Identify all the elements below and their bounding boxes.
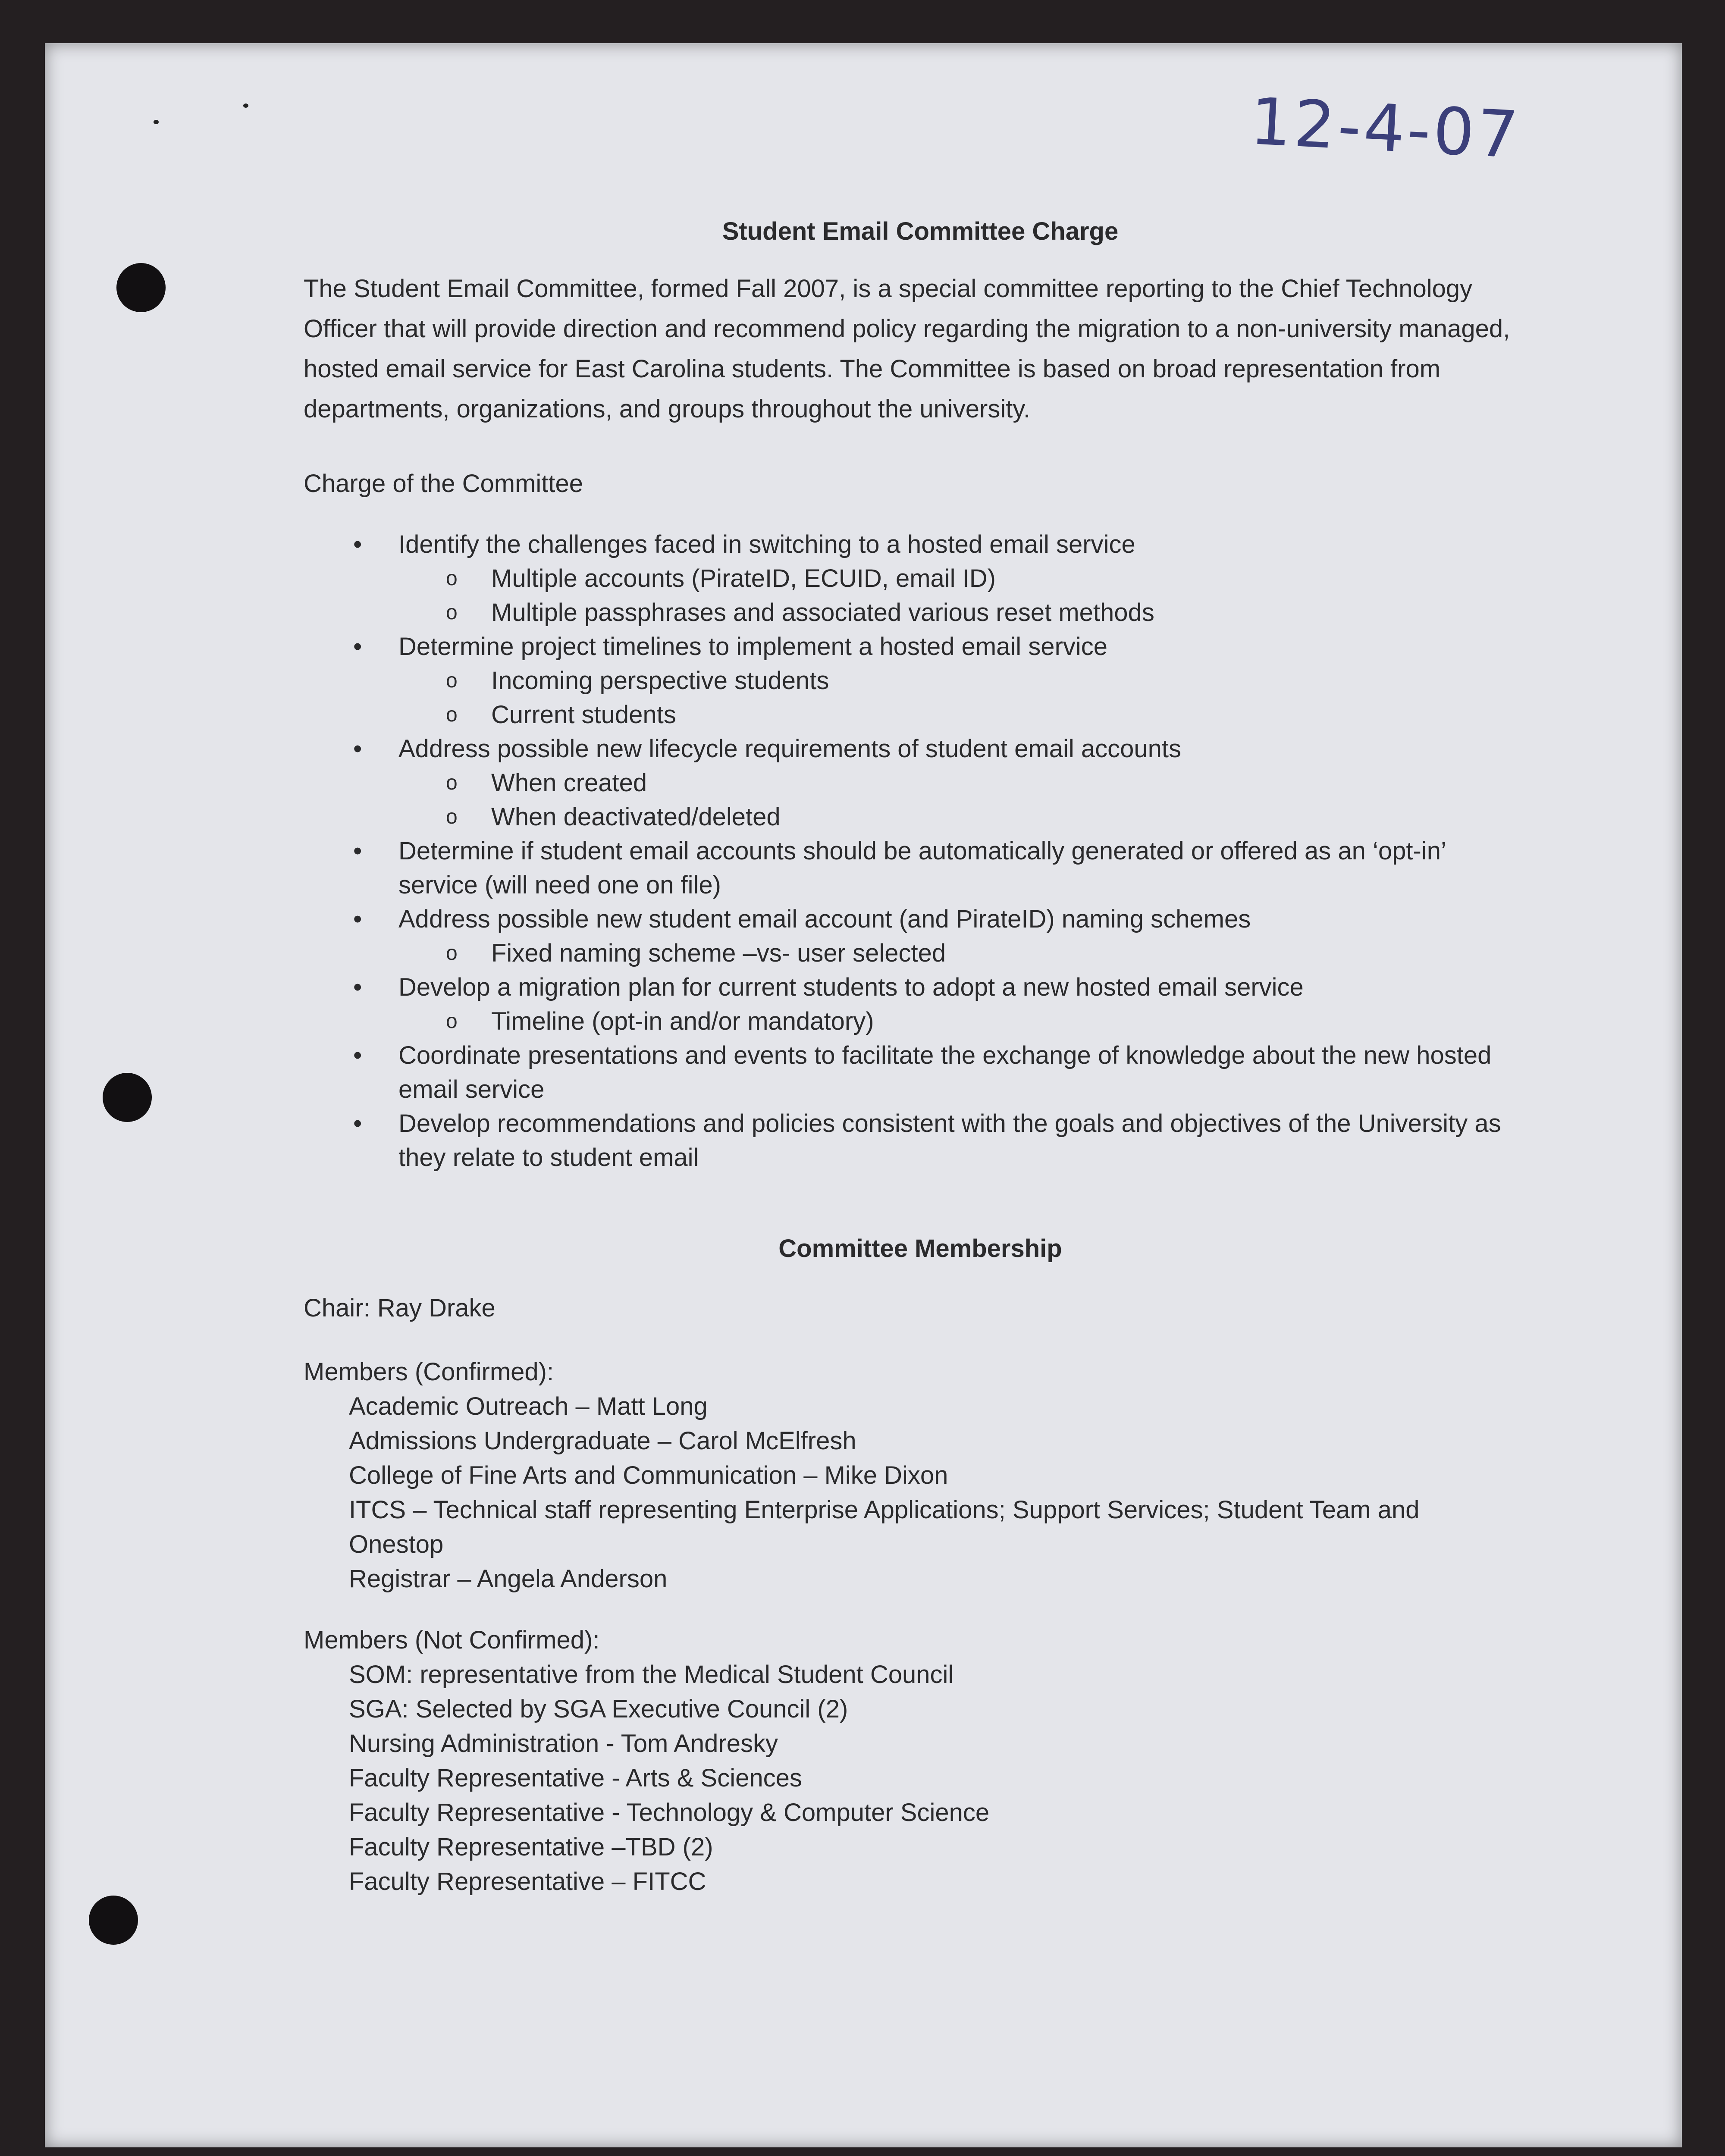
speck xyxy=(243,103,248,108)
charge-subitem: o Current students xyxy=(304,698,1520,732)
charge-list xyxy=(304,527,1520,1175)
charge-item xyxy=(304,1038,1520,1106)
member-entry: Faculty Representative – FITCC xyxy=(349,1868,706,1896)
member-entry: College of Fine Arts and Communication – Mike Dixon xyxy=(349,1461,948,1489)
member-entry: Faculty Representative - Technology & Computer Science xyxy=(349,1799,990,1827)
confirmed-label: Members (Confirmed): xyxy=(304,1358,554,1386)
charge-sublist xyxy=(398,936,1520,970)
confirmed-members xyxy=(304,1389,1520,1596)
member-entry: ITCS – Technical staff representing Enterprise Applications; Support Services; Student Team and Onestop xyxy=(349,1496,1420,1558)
document-title: Student Email Committee Charge xyxy=(722,217,1119,245)
charge-sublist xyxy=(398,766,1520,834)
charge-item xyxy=(304,902,1520,970)
speck xyxy=(154,120,159,124)
charge-subitem: o When created xyxy=(304,766,1520,800)
document-page xyxy=(45,43,1682,2147)
charge-item-text: Determine if student email accounts should be automatically generated or offered as an ‘opt-in’ service (will need one on file) xyxy=(398,837,1446,899)
charge-heading: Charge of the Committee xyxy=(304,470,583,498)
charge-item xyxy=(304,1106,1520,1175)
charge-item xyxy=(304,834,1520,902)
charge-subitem: o Timeline (opt-in and/or mandatory) xyxy=(304,1004,1520,1038)
charge-sublist xyxy=(398,664,1520,732)
charge-item xyxy=(304,732,1520,834)
member-entry: Admissions Undergraduate – Carol McElfresh xyxy=(349,1427,856,1455)
charge-item-text: Determine project timelines to implement a hosted email service xyxy=(398,633,1108,661)
charge-subitem: o Multiple passphrases and associated various reset methods xyxy=(304,595,1520,630)
punch-hole-top xyxy=(116,263,166,312)
charge-sublist xyxy=(398,561,1520,630)
charge-item xyxy=(304,527,1520,630)
handwritten-date: 12-4-07 xyxy=(1248,84,1523,173)
membership-title: Committee Membership xyxy=(778,1235,1062,1263)
charge-subitem: o When deactivated/deleted xyxy=(304,800,1520,834)
not-confirmed-members xyxy=(304,1658,1520,1899)
member-entry: Registrar – Angela Anderson xyxy=(349,1565,668,1593)
member-entry: SGA: Selected by SGA Executive Council (2) xyxy=(349,1695,848,1723)
charge-item-text: Develop recommendations and policies consistent with the goals and objectives of the University as they relate to student email xyxy=(398,1109,1501,1172)
punch-hole-bottom xyxy=(89,1896,138,1945)
charge-item-text: Develop a migration plan for current students to adopt a new hosted email service xyxy=(398,973,1304,1001)
charge-subitem: o Fixed naming scheme –vs- user selected xyxy=(304,936,1520,970)
chair-line: Chair: Ray Drake xyxy=(304,1294,496,1322)
charge-item-text: Identify the challenges faced in switching to a hosted email service xyxy=(398,530,1135,558)
intro-paragraph: The Student Email Committee, formed Fall 2007, is a special committee reporting to the Chief Technology Officer that will provide direction and recommend policy regarding the migration to a non-university managed, hosted email service for East Carolina students. The Committee is based on broad representation from departments, organizations, and groups throughout the university. xyxy=(304,275,1510,423)
charge-item-text: Coordinate presentations and events to facilitate the exchange of knowledge about the new hosted email service xyxy=(398,1041,1492,1103)
charge-subitem: o Incoming perspective students xyxy=(304,664,1520,698)
charge-item xyxy=(304,630,1520,732)
charge-item xyxy=(304,970,1520,1038)
member-entry: Nursing Administration - Tom Andresky xyxy=(349,1730,778,1758)
document-body xyxy=(304,211,1520,1899)
member-entry: SOM: representative from the Medical Student Council xyxy=(349,1661,954,1689)
charge-item-text: Address possible new student email account (and PirateID) naming schemes xyxy=(398,905,1251,933)
not-confirmed-label: Members (Not Confirmed): xyxy=(304,1626,600,1654)
member-entry: Faculty Representative - Arts & Sciences xyxy=(349,1764,802,1792)
member-entry: Academic Outreach – Matt Long xyxy=(349,1392,708,1420)
charge-subitem: o Multiple accounts (PirateID, ECUID, email ID) xyxy=(304,561,1520,595)
punch-hole-middle xyxy=(103,1073,152,1122)
charge-item-text: Address possible new lifecycle requirements of student email accounts xyxy=(398,735,1182,763)
charge-sublist xyxy=(398,1004,1520,1038)
member-entry: Faculty Representative –TBD (2) xyxy=(349,1833,713,1861)
